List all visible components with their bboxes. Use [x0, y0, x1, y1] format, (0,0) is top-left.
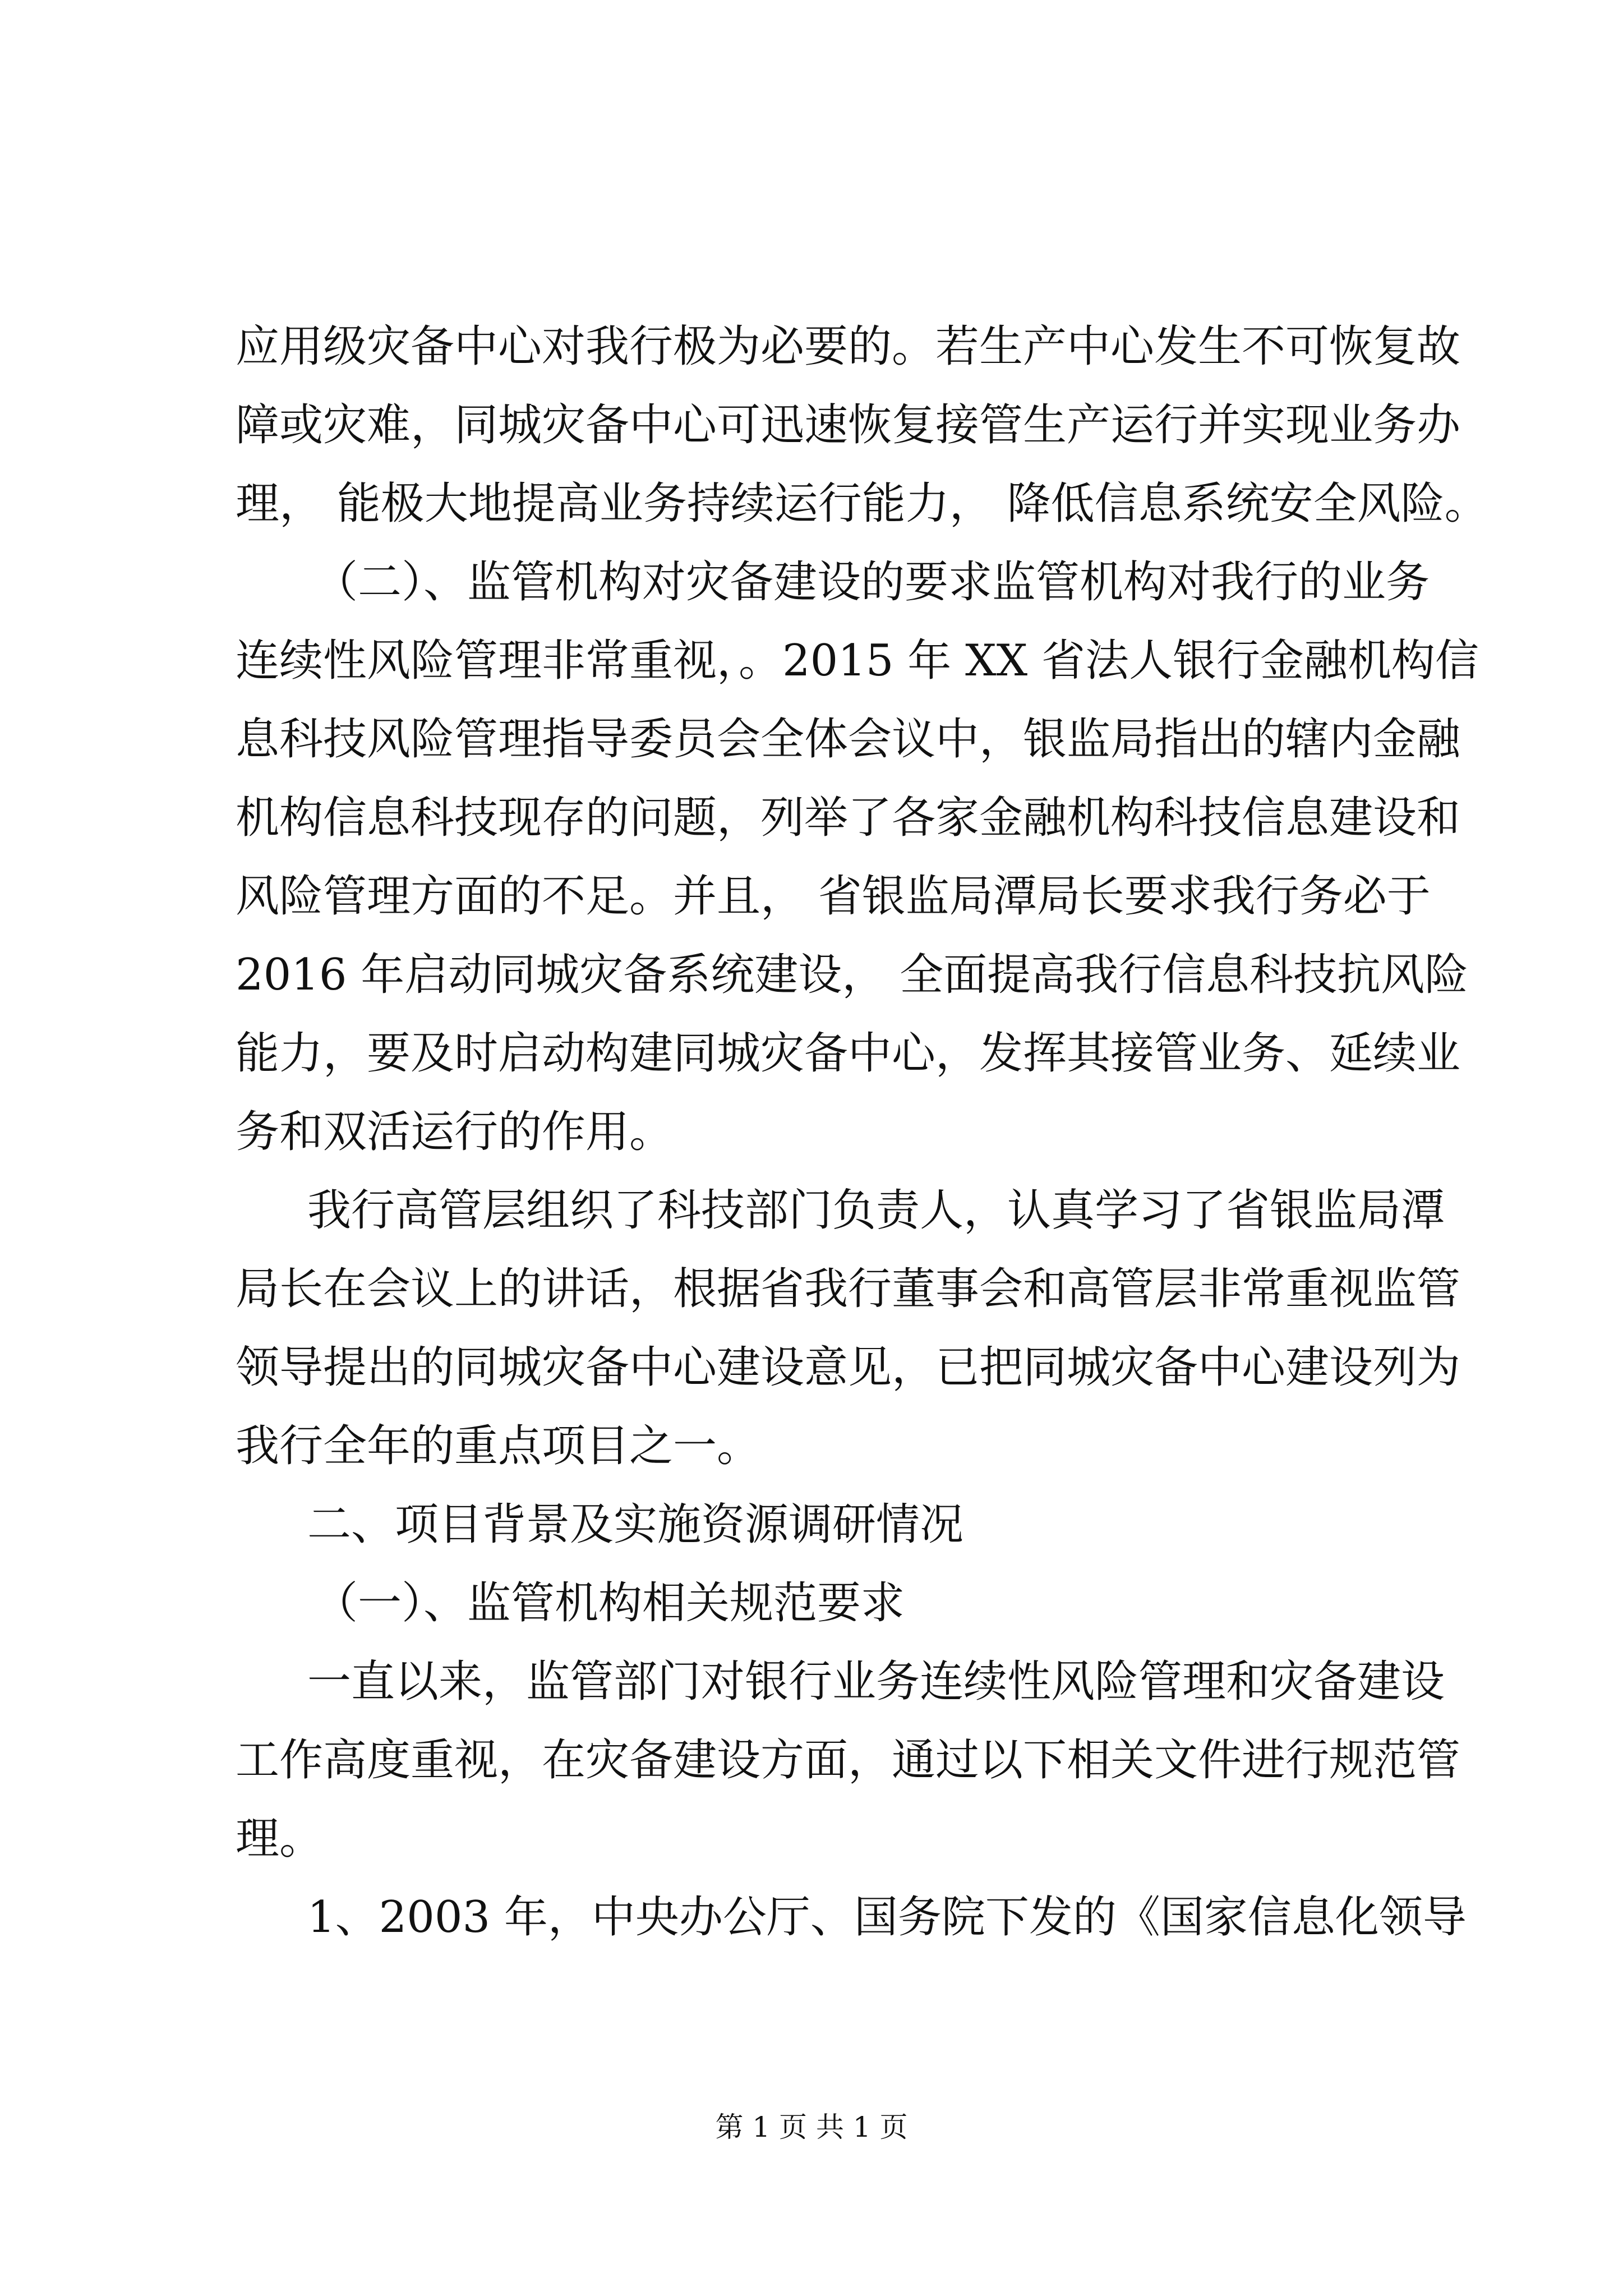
text-line: 务和双活运行的作用。	[236, 1107, 674, 1157]
text-line: 障或灾难，同城灾备中心可迅速恢复接管生产运行并实现业务办	[236, 400, 1461, 450]
text-line: 工作高度重视，在灾备建设方面，通过以下相关文件进行规范管	[236, 1735, 1461, 1786]
text-line: 局长在会议上的讲话，根据省我行董事会和高管层非常重视监管	[236, 1264, 1461, 1314]
subsection-heading: （一）、监管机构相关规范要求	[314, 1578, 905, 1628]
section-heading: 二、项目背景及实施资源调研情况	[307, 1499, 964, 1550]
text-line: 我行全年的重点项目之一。	[236, 1421, 761, 1471]
paragraph-start: 一直以来，监管部门对银行业务连续性风险管理和灾备建设	[307, 1657, 1445, 1707]
text-line: 能力，要及时启动构建同城灾备中心，发挥其接管业务、延续业	[236, 1028, 1461, 1079]
paragraph-start: 我行高管层组织了科技部门负责人，认真学习了省银监局潭	[307, 1185, 1445, 1236]
text-line: 机构信息科技现存的问题，列举了各家金融机构科技信息建设和	[236, 793, 1461, 843]
text-line: 2016 年启动同城灾备系统建设， 全面提高我行信息科技抗风险	[236, 950, 1469, 1000]
text-line: 领导提出的同城灾备中心建设意见，已把同城灾备中心建设列为	[236, 1342, 1461, 1393]
page-footer: 第 1 页 共 1 页	[715, 2111, 908, 2143]
text-line: 息科技风险管理指导委员会全体会议中，银监局指出的辖内金融	[236, 714, 1461, 765]
text-line: 连续性风险管理非常重视，。2015 年 XX 省法人银行金融机构信	[236, 636, 1479, 686]
text-line: 理。	[236, 1814, 324, 1864]
text-line: 风险管理方面的不足。并且， 省银监局潭局长要求我行务必于	[236, 871, 1431, 922]
text-line: 理， 能极大地提高业务持续运行能力， 降低信息系统安全风险。	[236, 478, 1488, 529]
section-heading: （二）、监管机构对灾备建设的要求监管机构对我行的业务	[314, 557, 1430, 608]
list-item: 1、2003 年，中央办公厅、国务院下发的《国家信息化领导	[307, 1892, 1467, 1943]
text-line: 应用级灾备中心对我行极为必要的。若生产中心发生不可恢复故	[236, 321, 1461, 372]
